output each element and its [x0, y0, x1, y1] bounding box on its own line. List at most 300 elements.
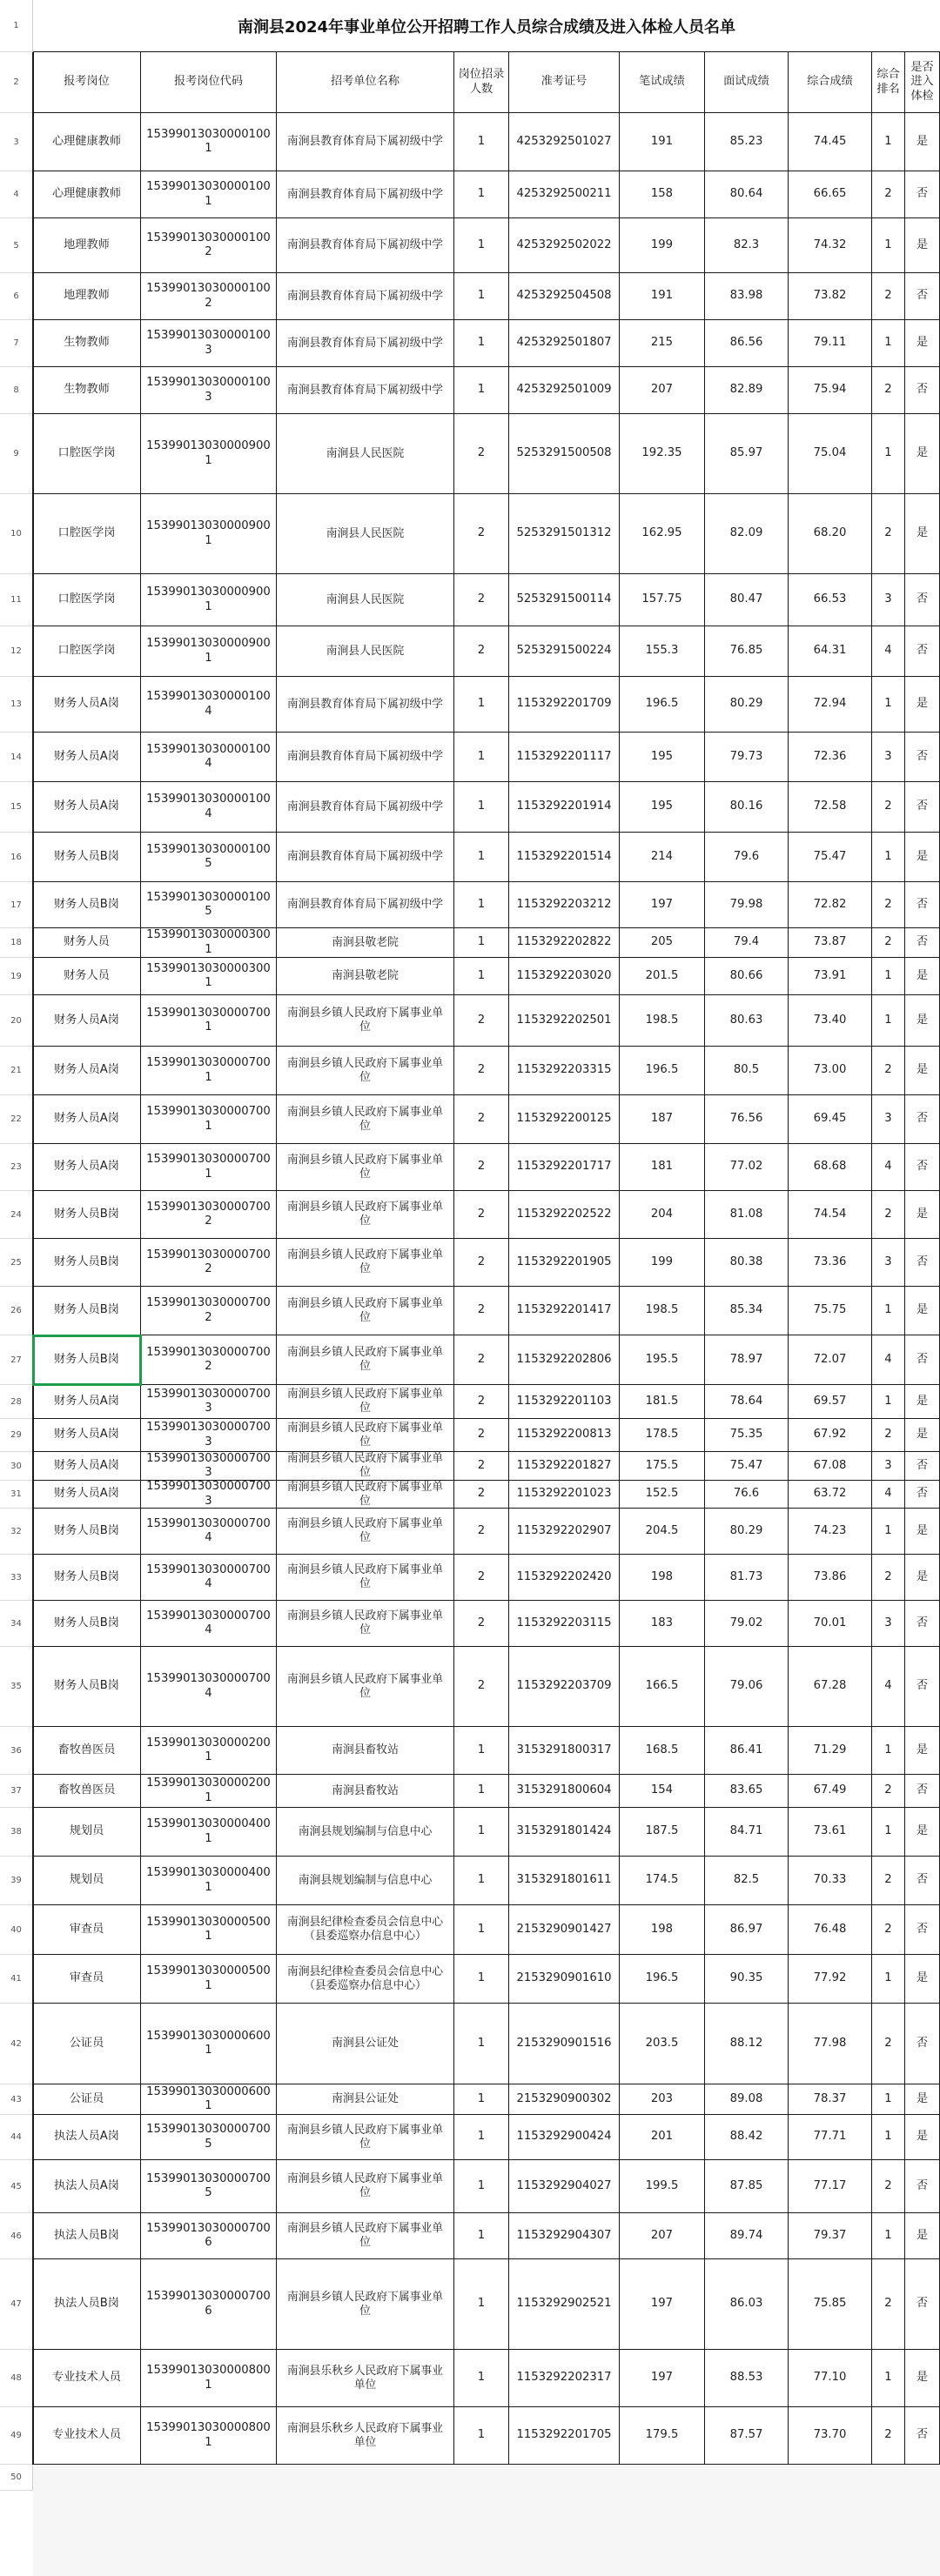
cell-employer[interactable]: 南涧县教育体育局下属初级中学	[277, 677, 454, 733]
cell-rank[interactable]: 1	[872, 2350, 905, 2407]
cell-quota[interactable]: 1	[454, 833, 509, 882]
cell-rank[interactable]: 3	[872, 1095, 905, 1144]
cell-position-code[interactable]: 153990130300001005	[141, 833, 277, 882]
cell-position[interactable]: 审查员	[33, 1955, 141, 2004]
cell-physical-exam[interactable]: 是	[905, 1287, 940, 1335]
cell-position[interactable]: 畜牧兽医员	[33, 1775, 141, 1808]
cell-quota[interactable]: 1	[454, 1955, 509, 2004]
cell-interview-score[interactable]: 87.85	[705, 2160, 789, 2213]
cell-physical-exam[interactable]: 是	[905, 414, 940, 494]
cell-interview-score[interactable]: 89.74	[705, 2213, 789, 2259]
cell-ticket-number[interactable]: 1153292202822	[509, 928, 620, 958]
cell-composite-score[interactable]: 71.29	[789, 1727, 872, 1775]
cell-rank[interactable]: 4	[872, 1647, 905, 1727]
cell-written-score[interactable]: 195	[620, 782, 705, 833]
cell-interview-score[interactable]: 79.98	[705, 882, 789, 928]
cell-written-score[interactable]: 168.5	[620, 1727, 705, 1775]
cell-written-score[interactable]: 198	[620, 1555, 705, 1601]
cell-employer[interactable]: 南涧县乡镇人民政府下属事业单位	[277, 1452, 454, 1481]
cell-position-code[interactable]: 153990130300001005	[141, 882, 277, 928]
cell-ticket-number[interactable]: 1153292904027	[509, 2160, 620, 2213]
cell-physical-exam[interactable]: 是	[905, 2084, 940, 2115]
cell-position[interactable]: 财务人员B岗	[33, 1287, 141, 1335]
cell-composite-score[interactable]: 68.20	[789, 494, 872, 574]
cell-position[interactable]: 财务人员A岗	[33, 677, 141, 733]
cell-position-code[interactable]: 153990130300001001	[141, 171, 277, 218]
cell-interview-score[interactable]: 82.3	[705, 218, 789, 273]
cell-quota[interactable]: 2	[454, 574, 509, 626]
cell-employer[interactable]: 南涧县乡镇人民政府下属事业单位	[277, 1385, 454, 1419]
cell-composite-score[interactable]: 67.28	[789, 1647, 872, 1727]
cell-written-score[interactable]: 214	[620, 833, 705, 882]
cell-quota[interactable]: 2	[454, 1191, 509, 1239]
cell-rank[interactable]: 4	[872, 1335, 905, 1385]
cell-interview-score[interactable]: 76.56	[705, 1095, 789, 1144]
cell-ticket-number[interactable]: 3153291800317	[509, 1727, 620, 1775]
cell-physical-exam[interactable]: 否	[905, 1144, 940, 1191]
cell-position-code[interactable]: 153990130300007002	[141, 1239, 277, 1287]
cell-written-score[interactable]: 197	[620, 2259, 705, 2350]
cell-composite-score[interactable]: 74.45	[789, 113, 872, 171]
cell-interview-score[interactable]: 90.35	[705, 1955, 789, 2004]
cell-composite-score[interactable]: 73.86	[789, 1555, 872, 1601]
cell-written-score[interactable]: 191	[620, 273, 705, 320]
column-header-position-code[interactable]: 报考岗位代码	[141, 52, 277, 113]
cell-position-code[interactable]: 153990130300001002	[141, 273, 277, 320]
cell-composite-score[interactable]: 77.17	[789, 2160, 872, 2213]
cell-ticket-number[interactable]: 1153292201905	[509, 1239, 620, 1287]
cell-physical-exam[interactable]: 是	[905, 1955, 940, 2004]
cell-composite-score[interactable]: 66.65	[789, 171, 872, 218]
cell-composite-score[interactable]: 73.87	[789, 928, 872, 958]
cell-written-score[interactable]: 187.5	[620, 1808, 705, 1857]
cell-employer[interactable]: 南涧县畜牧站	[277, 1775, 454, 1808]
cell-interview-score[interactable]: 81.73	[705, 1555, 789, 1601]
cell-ticket-number[interactable]: 1153292202501	[509, 995, 620, 1047]
cell-employer[interactable]: 南涧县教育体育局下属初级中学	[277, 218, 454, 273]
cell-written-score[interactable]: 179.5	[620, 2407, 705, 2465]
cell-position-code[interactable]: 153990130300002001	[141, 1775, 277, 1808]
row-number[interactable]: 46	[0, 2213, 33, 2259]
cell-employer[interactable]: 南涧县乡镇人民政府下属事业单位	[277, 995, 454, 1047]
cell-interview-score[interactable]: 85.23	[705, 113, 789, 171]
row-number[interactable]: 34	[0, 1601, 33, 1647]
cell-written-score[interactable]: 199	[620, 1239, 705, 1287]
cell-written-score[interactable]: 196.5	[620, 677, 705, 733]
cell-employer[interactable]: 南涧县教育体育局下属初级中学	[277, 320, 454, 367]
cell-ticket-number[interactable]: 4253292504508	[509, 273, 620, 320]
cell-position[interactable]: 执法人员A岗	[33, 2115, 141, 2160]
row-number[interactable]: 2	[0, 52, 33, 113]
cell-rank[interactable]: 1	[872, 1385, 905, 1419]
cell-quota[interactable]: 2	[454, 494, 509, 574]
cell-interview-score[interactable]: 77.02	[705, 1144, 789, 1191]
cell-position-code[interactable]: 153990130300007004	[141, 1555, 277, 1601]
cell-position[interactable]: 公证员	[33, 2084, 141, 2115]
row-number[interactable]: 31	[0, 1481, 33, 1509]
cell-physical-exam[interactable]: 否	[905, 1335, 940, 1385]
cell-rank[interactable]: 1	[872, 677, 905, 733]
cell-interview-score[interactable]: 76.85	[705, 626, 789, 677]
cell-physical-exam[interactable]: 是	[905, 1419, 940, 1452]
cell-rank[interactable]: 2	[872, 171, 905, 218]
row-number[interactable]: 32	[0, 1509, 33, 1555]
cell-ticket-number[interactable]: 5253291500114	[509, 574, 620, 626]
cell-rank[interactable]: 1	[872, 2213, 905, 2259]
cell-position-code[interactable]: 153990130300007003	[141, 1419, 277, 1452]
cell-position-code[interactable]: 153990130300005001	[141, 1905, 277, 1955]
cell-position-code[interactable]: 153990130300002001	[141, 1727, 277, 1775]
cell-physical-exam[interactable]: 否	[905, 928, 940, 958]
cell-employer[interactable]: 南涧县公证处	[277, 2084, 454, 2115]
cell-quota[interactable]: 2	[454, 1385, 509, 1419]
cell-employer[interactable]: 南涧县乡镇人民政府下属事业单位	[277, 1335, 454, 1385]
cell-position[interactable]: 财务人员A岗	[33, 782, 141, 833]
cell-employer[interactable]: 南涧县乡镇人民政府下属事业单位	[277, 1191, 454, 1239]
cell-employer[interactable]: 南涧县人民医院	[277, 414, 454, 494]
cell-position-code[interactable]: 153990130300007002	[141, 1287, 277, 1335]
cell-employer[interactable]: 南涧县乡镇人民政府下属事业单位	[277, 1239, 454, 1287]
cell-position[interactable]: 执法人员A岗	[33, 2160, 141, 2213]
cell-quota[interactable]: 1	[454, 928, 509, 958]
cell-position-code[interactable]: 153990130300006001	[141, 2004, 277, 2084]
cell-rank[interactable]: 2	[872, 2160, 905, 2213]
row-number[interactable]: 24	[0, 1191, 33, 1239]
cell-quota[interactable]: 1	[454, 367, 509, 414]
cell-position[interactable]: 财务人员A岗	[33, 1481, 141, 1509]
cell-position-code[interactable]: 153990130300003001	[141, 958, 277, 995]
cell-physical-exam[interactable]: 否	[905, 782, 940, 833]
cell-quota[interactable]: 1	[454, 882, 509, 928]
cell-ticket-number[interactable]: 1153292904307	[509, 2213, 620, 2259]
cell-position-code[interactable]: 153990130300001002	[141, 218, 277, 273]
cell-written-score[interactable]: 183	[620, 1601, 705, 1647]
cell-written-score[interactable]: 187	[620, 1095, 705, 1144]
cell-employer[interactable]: 南涧县纪律检查委员会信息中心（县委巡察办信息中心）	[277, 1905, 454, 1955]
cell-physical-exam[interactable]: 否	[905, 1905, 940, 1955]
row-number[interactable]: 42	[0, 2004, 33, 2084]
cell-ticket-number[interactable]: 1153292201705	[509, 2407, 620, 2465]
cell-composite-score[interactable]: 64.31	[789, 626, 872, 677]
cell-composite-score[interactable]: 73.91	[789, 958, 872, 995]
row-number[interactable]: 39	[0, 1857, 33, 1905]
row-number[interactable]: 36	[0, 1727, 33, 1775]
cell-physical-exam[interactable]: 否	[905, 882, 940, 928]
row-number[interactable]: 28	[0, 1385, 33, 1419]
cell-quota[interactable]: 1	[454, 2259, 509, 2350]
cell-composite-score[interactable]: 74.54	[789, 1191, 872, 1239]
cell-ticket-number[interactable]: 1153292902521	[509, 2259, 620, 2350]
cell-interview-score[interactable]: 86.03	[705, 2259, 789, 2350]
cell-employer[interactable]: 南涧县乡镇人民政府下属事业单位	[277, 1509, 454, 1555]
selected-cell[interactable]: 财务人员B岗	[33, 1335, 141, 1385]
cell-position-code[interactable]: 153990130300001001	[141, 113, 277, 171]
row-number[interactable]: 5	[0, 218, 33, 273]
cell-interview-score[interactable]: 79.4	[705, 928, 789, 958]
cell-position[interactable]: 财务人员B岗	[33, 882, 141, 928]
cell-rank[interactable]: 2	[872, 1905, 905, 1955]
cell-employer[interactable]: 南涧县乡镇人民政府下属事业单位	[277, 1144, 454, 1191]
cell-employer[interactable]: 南涧县乡镇人民政府下属事业单位	[277, 2213, 454, 2259]
cell-position-code[interactable]: 153990130300007006	[141, 2259, 277, 2350]
cell-rank[interactable]: 4	[872, 626, 905, 677]
cell-position-code[interactable]: 153990130300005001	[141, 1955, 277, 2004]
row-number[interactable]: 26	[0, 1287, 33, 1335]
cell-position-code[interactable]: 153990130300003001	[141, 928, 277, 958]
row-number[interactable]: 10	[0, 494, 33, 574]
cell-position-code[interactable]: 153990130300009001	[141, 414, 277, 494]
cell-ticket-number[interactable]: 1153292202522	[509, 1191, 620, 1239]
cell-written-score[interactable]: 204	[620, 1191, 705, 1239]
cell-interview-score[interactable]: 82.5	[705, 1857, 789, 1905]
cell-ticket-number[interactable]: 4253292501009	[509, 367, 620, 414]
cell-physical-exam[interactable]: 是	[905, 218, 940, 273]
cell-composite-score[interactable]: 69.45	[789, 1095, 872, 1144]
row-number[interactable]: 1	[0, 0, 33, 52]
cell-quota[interactable]: 2	[454, 414, 509, 494]
cell-physical-exam[interactable]: 是	[905, 1555, 940, 1601]
row-number[interactable]: 49	[0, 2407, 33, 2465]
cell-rank[interactable]: 1	[872, 833, 905, 882]
cell-quota[interactable]: 1	[454, 2350, 509, 2407]
cell-position[interactable]: 生物教师	[33, 320, 141, 367]
cell-employer[interactable]: 南涧县畜牧站	[277, 1727, 454, 1775]
cell-rank[interactable]: 1	[872, 1808, 905, 1857]
cell-position[interactable]: 畜牧兽医员	[33, 1727, 141, 1775]
cell-written-score[interactable]: 197	[620, 2350, 705, 2407]
cell-rank[interactable]: 2	[872, 928, 905, 958]
cell-position-code[interactable]: 153990130300009001	[141, 494, 277, 574]
cell-physical-exam[interactable]: 否	[905, 2004, 940, 2084]
cell-rank[interactable]: 1	[872, 1509, 905, 1555]
cell-position[interactable]: 口腔医学岗	[33, 574, 141, 626]
cell-employer[interactable]: 南涧县人民医院	[277, 626, 454, 677]
cell-physical-exam[interactable]: 否	[905, 1452, 940, 1481]
cell-physical-exam[interactable]: 否	[905, 733, 940, 782]
cell-composite-score[interactable]: 72.07	[789, 1335, 872, 1385]
cell-rank[interactable]: 2	[872, 882, 905, 928]
cell-interview-score[interactable]: 78.97	[705, 1335, 789, 1385]
cell-rank[interactable]: 2	[872, 1555, 905, 1601]
row-number[interactable]: 16	[0, 833, 33, 882]
cell-employer[interactable]: 南涧县人民医院	[277, 494, 454, 574]
cell-physical-exam[interactable]: 否	[905, 171, 940, 218]
row-number[interactable]: 17	[0, 882, 33, 928]
cell-composite-score[interactable]: 74.23	[789, 1509, 872, 1555]
cell-ticket-number[interactable]: 1153292201103	[509, 1385, 620, 1419]
cell-interview-score[interactable]: 83.65	[705, 1775, 789, 1808]
cell-quota[interactable]: 2	[454, 1481, 509, 1509]
cell-physical-exam[interactable]: 否	[905, 2259, 940, 2350]
cell-employer[interactable]: 南涧县敬老院	[277, 958, 454, 995]
cell-employer[interactable]: 南涧县教育体育局下属初级中学	[277, 171, 454, 218]
cell-written-score[interactable]: 203.5	[620, 2004, 705, 2084]
cell-position-code[interactable]: 153990130300007001	[141, 1047, 277, 1095]
cell-rank[interactable]: 1	[872, 958, 905, 995]
cell-position-code[interactable]: 153990130300007005	[141, 2115, 277, 2160]
cell-position[interactable]: 执法人员B岗	[33, 2213, 141, 2259]
cell-written-score[interactable]: 181	[620, 1144, 705, 1191]
cell-physical-exam[interactable]: 是	[905, 2213, 940, 2259]
cell-interview-score[interactable]: 75.35	[705, 1419, 789, 1452]
cell-physical-exam[interactable]: 否	[905, 1857, 940, 1905]
cell-position[interactable]: 生物教师	[33, 367, 141, 414]
cell-interview-score[interactable]: 81.08	[705, 1191, 789, 1239]
cell-written-score[interactable]: 201.5	[620, 958, 705, 995]
cell-ticket-number[interactable]: 1153292201023	[509, 1481, 620, 1509]
cell-position[interactable]: 心理健康教师	[33, 171, 141, 218]
cell-position-code[interactable]: 153990130300007003	[141, 1481, 277, 1509]
cell-physical-exam[interactable]: 否	[905, 1095, 940, 1144]
row-number[interactable]: 35	[0, 1647, 33, 1727]
cell-position-code[interactable]: 153990130300004001	[141, 1808, 277, 1857]
cell-interview-score[interactable]: 88.12	[705, 2004, 789, 2084]
cell-quota[interactable]: 1	[454, 2004, 509, 2084]
cell-physical-exam[interactable]: 是	[905, 1191, 940, 1239]
cell-employer[interactable]: 南涧县教育体育局下属初级中学	[277, 782, 454, 833]
cell-interview-score[interactable]: 85.97	[705, 414, 789, 494]
cell-composite-score[interactable]: 73.00	[789, 1047, 872, 1095]
cell-employer[interactable]: 南涧县乡镇人民政府下属事业单位	[277, 2160, 454, 2213]
cell-quota[interactable]: 1	[454, 273, 509, 320]
cell-interview-score[interactable]: 89.08	[705, 2084, 789, 2115]
cell-physical-exam[interactable]: 否	[905, 1239, 940, 1287]
row-number[interactable]: 41	[0, 1955, 33, 2004]
cell-interview-score[interactable]: 83.98	[705, 273, 789, 320]
cell-rank[interactable]: 1	[872, 113, 905, 171]
cell-written-score[interactable]: 192.35	[620, 414, 705, 494]
cell-rank[interactable]: 1	[872, 218, 905, 273]
cell-written-score[interactable]: 152.5	[620, 1481, 705, 1509]
cell-quota[interactable]: 1	[454, 1905, 509, 1955]
cell-written-score[interactable]: 154	[620, 1775, 705, 1808]
cell-position-code[interactable]: 153990130300007001	[141, 1095, 277, 1144]
cell-rank[interactable]: 3	[872, 733, 905, 782]
cell-composite-score[interactable]: 69.57	[789, 1385, 872, 1419]
column-header-interview-score[interactable]: 面试成绩	[705, 52, 789, 113]
cell-position[interactable]: 规划员	[33, 1857, 141, 1905]
cell-position-code[interactable]: 153990130300001003	[141, 320, 277, 367]
cell-employer[interactable]: 南涧县教育体育局下属初级中学	[277, 367, 454, 414]
cell-position[interactable]: 财务人员A岗	[33, 1095, 141, 1144]
cell-position-code[interactable]: 153990130300006001	[141, 2084, 277, 2115]
cell-quota[interactable]: 1	[454, 782, 509, 833]
cell-ticket-number[interactable]: 1153292900424	[509, 2115, 620, 2160]
cell-position[interactable]: 地理教师	[33, 273, 141, 320]
cell-composite-score[interactable]: 79.37	[789, 2213, 872, 2259]
cell-position[interactable]: 执法人员B岗	[33, 2259, 141, 2350]
cell-composite-score[interactable]: 77.98	[789, 2004, 872, 2084]
cell-physical-exam[interactable]: 是	[905, 833, 940, 882]
cell-written-score[interactable]: 215	[620, 320, 705, 367]
cell-interview-score[interactable]: 86.97	[705, 1905, 789, 1955]
cell-quota[interactable]: 2	[454, 626, 509, 677]
row-number[interactable]: 37	[0, 1775, 33, 1808]
cell-composite-score[interactable]: 73.61	[789, 1808, 872, 1857]
cell-rank[interactable]: 2	[872, 494, 905, 574]
cell-ticket-number[interactable]: 5253291500508	[509, 414, 620, 494]
cell-position-code[interactable]: 153990130300004001	[141, 1857, 277, 1905]
cell-employer[interactable]: 南涧县纪律检查委员会信息中心（县委巡察办信息中心）	[277, 1955, 454, 2004]
cell-quota[interactable]: 1	[454, 1727, 509, 1775]
row-number[interactable]: 19	[0, 958, 33, 995]
cell-written-score[interactable]: 178.5	[620, 1419, 705, 1452]
cell-physical-exam[interactable]: 否	[905, 273, 940, 320]
cell-ticket-number[interactable]: 2153290901610	[509, 1955, 620, 2004]
cell-written-score[interactable]: 191	[620, 113, 705, 171]
cell-composite-score[interactable]: 67.08	[789, 1452, 872, 1481]
cell-written-score[interactable]: 204.5	[620, 1509, 705, 1555]
column-header-ticket-number[interactable]: 准考证号	[509, 52, 620, 113]
cell-employer[interactable]: 南涧县乐秋乡人民政府下属事业单位	[277, 2350, 454, 2407]
cell-ticket-number[interactable]: 1153292200125	[509, 1095, 620, 1144]
cell-physical-exam[interactable]: 是	[905, 1808, 940, 1857]
cell-written-score[interactable]: 196.5	[620, 1955, 705, 2004]
cell-rank[interactable]: 1	[872, 1727, 905, 1775]
cell-physical-exam[interactable]: 是	[905, 677, 940, 733]
cell-composite-score[interactable]: 77.71	[789, 2115, 872, 2160]
cell-employer[interactable]: 南涧县乡镇人民政府下属事业单位	[277, 1287, 454, 1335]
row-number[interactable]: 11	[0, 574, 33, 626]
cell-composite-score[interactable]: 73.40	[789, 995, 872, 1047]
cell-ticket-number[interactable]: 1153292203709	[509, 1647, 620, 1727]
cell-interview-score[interactable]: 79.02	[705, 1601, 789, 1647]
cell-position[interactable]: 财务人员	[33, 928, 141, 958]
row-number[interactable]: 43	[0, 2084, 33, 2115]
row-number[interactable]: 18	[0, 928, 33, 958]
cell-position[interactable]: 口腔医学岗	[33, 494, 141, 574]
cell-ticket-number[interactable]: 1153292200813	[509, 1419, 620, 1452]
cell-rank[interactable]: 2	[872, 1775, 905, 1808]
cell-quota[interactable]: 2	[454, 1509, 509, 1555]
cell-position[interactable]: 财务人员B岗	[33, 1509, 141, 1555]
cell-quota[interactable]: 2	[454, 1452, 509, 1481]
cell-physical-exam[interactable]: 是	[905, 2115, 940, 2160]
row-number[interactable]: 29	[0, 1419, 33, 1452]
cell-position-code[interactable]: 153990130300007004	[141, 1601, 277, 1647]
cell-position[interactable]: 公证员	[33, 2004, 141, 2084]
cell-quota[interactable]: 1	[454, 2160, 509, 2213]
row-number[interactable]: 47	[0, 2259, 33, 2350]
row-number[interactable]: 7	[0, 320, 33, 367]
cell-written-score[interactable]: 199	[620, 218, 705, 273]
row-number[interactable]: 30	[0, 1452, 33, 1481]
cell-rank[interactable]: 2	[872, 2407, 905, 2465]
cell-position[interactable]: 财务人员B岗	[33, 1555, 141, 1601]
cell-rank[interactable]: 3	[872, 1452, 905, 1481]
cell-quota[interactable]: 1	[454, 320, 509, 367]
cell-ticket-number[interactable]: 1153292201417	[509, 1287, 620, 1335]
cell-written-score[interactable]: 155.3	[620, 626, 705, 677]
cell-written-score[interactable]: 175.5	[620, 1452, 705, 1481]
cell-position[interactable]: 财务人员A岗	[33, 995, 141, 1047]
cell-physical-exam[interactable]: 是	[905, 494, 940, 574]
row-number[interactable]: 12	[0, 626, 33, 677]
cell-interview-score[interactable]: 80.29	[705, 1509, 789, 1555]
cell-position[interactable]: 审查员	[33, 1905, 141, 1955]
column-header-quota[interactable]: 岗位招录人数	[454, 52, 509, 113]
cell-physical-exam[interactable]: 否	[905, 574, 940, 626]
cell-employer[interactable]: 南涧县教育体育局下属初级中学	[277, 273, 454, 320]
cell-composite-score[interactable]: 66.53	[789, 574, 872, 626]
cell-quota[interactable]: 2	[454, 1095, 509, 1144]
cell-employer[interactable]: 南涧县乡镇人民政府下属事业单位	[277, 1419, 454, 1452]
cell-written-score[interactable]: 203	[620, 2084, 705, 2115]
cell-physical-exam[interactable]: 否	[905, 367, 940, 414]
cell-employer[interactable]: 南涧县教育体育局下属初级中学	[277, 882, 454, 928]
cell-written-score[interactable]: 196.5	[620, 1047, 705, 1095]
cell-ticket-number[interactable]: 2153290901427	[509, 1905, 620, 1955]
